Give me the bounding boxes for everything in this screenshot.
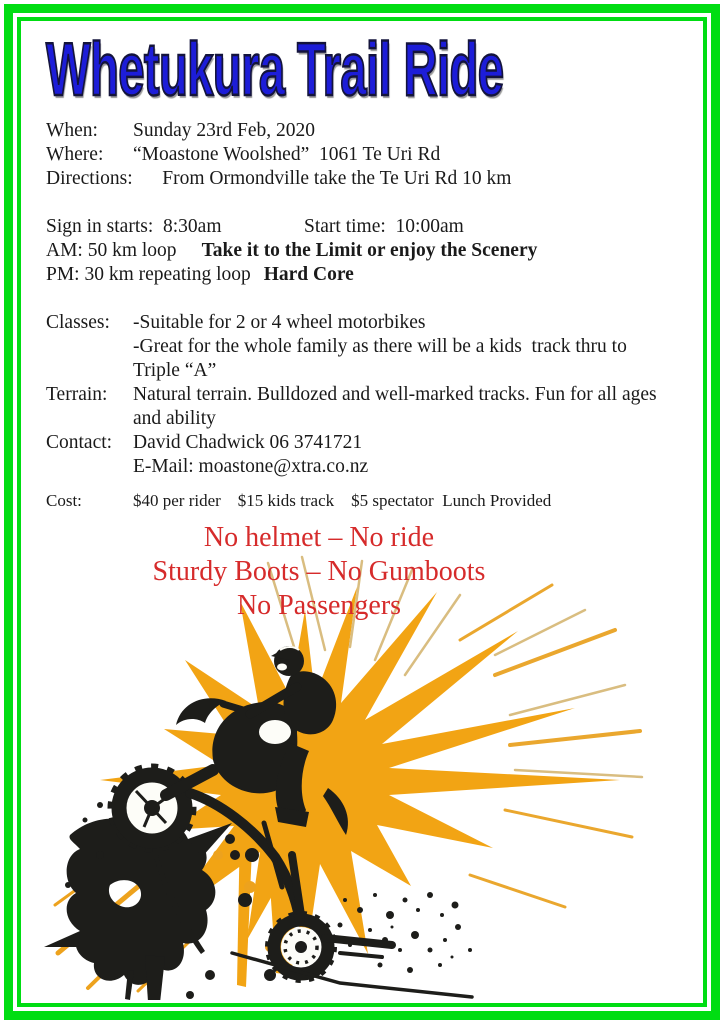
- cost-row: [46, 490, 691, 512]
- pm-row: [46, 263, 691, 287]
- pm-slogan-text: Hard Core: [263, 264, 354, 285]
- classes-line: -Great for the whole family as there will be a kids track thru to: [133, 336, 627, 357]
- terrain-value: [133, 383, 657, 431]
- where-label: Where:: [46, 144, 104, 165]
- classes-label: Classes:: [46, 312, 110, 333]
- when-row: [46, 119, 691, 143]
- cost-label: Cost:: [46, 491, 82, 510]
- classes-line: -Suitable for 2 or 4 wheel motorbikes: [133, 312, 426, 333]
- contact-email: E-Mail: moastone@xtra.co.nz: [133, 456, 369, 477]
- directions-value: From Ormondville take the Te Uri Rd 10 km: [133, 168, 512, 189]
- classes-line: Triple “A”: [133, 360, 217, 381]
- rear-wheel-shape: [111, 767, 193, 849]
- warning-helmet: No helmet – No ride: [203, 522, 435, 553]
- warnings-block: [46, 521, 592, 623]
- am-slogan-text: Take it to the Limit or enjoy the Scenery: [201, 240, 538, 261]
- contact-line: David Chadwick 06 3741721: [133, 432, 363, 453]
- cost-value: $40 per rider $15 kids track $5 spectator Lunch Provided: [133, 491, 552, 510]
- contact-row: [46, 431, 691, 479]
- contact-label: Contact:: [46, 432, 113, 453]
- where-row: [46, 143, 691, 167]
- warning-passengers: No Passengers: [236, 590, 402, 621]
- signin-text: Sign in starts: 8:30am: [46, 216, 222, 237]
- classes-row: [46, 311, 691, 383]
- when-label: When:: [46, 120, 98, 141]
- warning-boots: Sturdy Boots – No Gumboots: [152, 556, 486, 587]
- contact-value: [133, 431, 368, 479]
- am-row: [46, 239, 691, 263]
- details-block: [46, 311, 691, 479]
- when-value: Sunday 23rd Feb, 2020: [133, 120, 315, 141]
- schedule-block: [46, 215, 691, 287]
- page-title: [46, 27, 691, 111]
- event-info-block: [46, 119, 691, 191]
- where-value: “Moastone Woolshed” 1061 Te Uri Rd: [133, 144, 441, 165]
- pm-loop-text: PM: 30 km repeating loop: [46, 264, 251, 285]
- page-title-text: Whetukura Trail Ride: [46, 27, 504, 111]
- directions-row: [46, 167, 691, 191]
- directions-label: Directions:: [46, 168, 133, 189]
- terrain-row: [46, 383, 691, 431]
- signin-row: [46, 215, 691, 239]
- terrain-label: Terrain:: [46, 384, 108, 405]
- terrain-line: and ability: [133, 408, 216, 429]
- start-time-text: Start time: 10:00am: [304, 216, 464, 237]
- terrain-line: Natural terrain. Bulldozed and well-marked tracks. Fun for all ages: [133, 384, 657, 405]
- classes-value: [133, 311, 627, 383]
- am-loop-text: AM: 50 km loop: [46, 240, 177, 261]
